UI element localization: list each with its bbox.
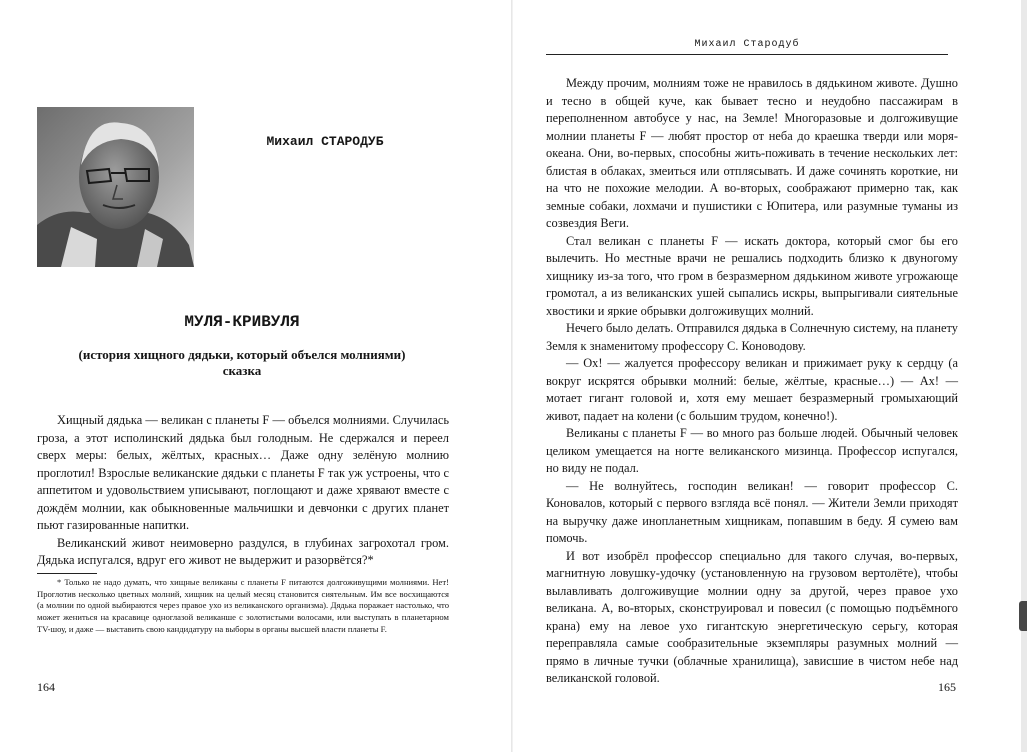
paragraph: И вот изобрёл профессор специально для такого случая, во-первых, магнитную ловушку-удочку (установленную на грузовом вертолёте), чтобы вылавливать долгоживущие молнии одну за другой, через правое ухо великана. А, во-вторых, сконструировал и повесил (с помощью подъёмного крана) ему на левое ухо гигантскую энергетическую серьгу, которая переправляла самые сообразительные экземпляры разумных молний — прямо в личные тучки (облачные хранилища), зависшие в чистом небе над великанской головой. <box>546 548 958 685</box>
right-body-text <box>546 75 958 688</box>
paragraph: Стал великан с планеты F — искать доктора, который смог бы его вылечить. Но местные врачи не решались подходить близко к двуногому хищнику из-за того, что гром в безразмерном дядькином животе угрожающе громотал, а из великанских ушей сыпались искры, выпрыгивали сиятельные хвостики и яркие обрывки долгоживущих молний. <box>546 233 958 318</box>
author-portrait-icon <box>37 107 194 267</box>
footnote-text: * Только не надо думать, что хищные великаны с планеты F питаются долгоживущими молниями. Нет! Проглотив несколько цветных молний, хищник на целый месяц становится сиятельным. Им все восхищаются (а молнии по одной выбираются через правое ухо из великанского организма). Дядька поражает настолько, что может жениться на красавице одноглазой великанше с золотистыми волосами, или выступать в планетарном TV-шоу, и даже — выставить свою кандидатуру на выборы в органы высшей власти планеты F. <box>37 577 449 634</box>
footnote-rule <box>37 573 97 574</box>
story-subtitle <box>36 347 448 379</box>
paragraph: Великаны с планеты F — во много раз больше людей. Обычный человек целиком умещается на ногте великанского мизинца. Профессор испугался, но виду не подал. <box>546 426 958 475</box>
subtitle-line: (история хищного дядьки, который объелся молниями) <box>78 347 406 362</box>
paragraph: — Ох! — жалуется профессору великан и прижимает руку к сердцу (а вокруг искрятся обрывки молний: белые, жёлтые, красные…) — Ах! — мотает гигант головой и, хотя ему мешает безразмерный громыхающий живот, падает на колени (с большим трудом, конечно!). <box>546 356 958 423</box>
genre-line: сказка <box>222 363 262 378</box>
page-number-left: 164 <box>37 680 55 694</box>
author-photo <box>37 107 194 267</box>
paragraph: Хищный дядька — великан с планеты F — объелся молниями. Случилась гроза, а этот исполинский дядька был голодным. Не сдержался и переел сверх меры: белых, жёлтых, красных… Даже одну зелёную молнию проглотил! Взрослые великанские дядьки с планеты F так уж устроены, что с аппетитом и удовольствием уписывают, поглощают и даже хрявают вместе с дождём молнии, как обыкновенные мальчишки и девчонки с других планет пьют газированные напитки. <box>37 413 449 532</box>
scrollbar-handle[interactable] <box>1019 601 1027 631</box>
page-gutter <box>511 0 513 752</box>
paragraph: — Не волнуйтесь, господин великан! — говорит профессор С. Коновалов, который с первого взгляда всё понял. — Жители Земли приходят на выручку даже инопланетным хищникам, попавшим в беду. Я сумею вам помочь. <box>546 478 958 545</box>
footnote <box>37 577 449 636</box>
paragraph: Великанский живот неимоверно раздулся, в глубинах загрохотал гром. Дядька испугался, вдруг его живот не выдержит и разорвётся?* <box>37 535 449 567</box>
paragraph: Между прочим, молниям тоже не нравилось в дядькином животе. Душно и тесно в общей куче, как бывает тесно и неудобно пассажирам в переполненном автобусе у нас, на Земле! Многоразовые и долгоживущие молнии планеты F — любят простор от неба до краешка тверди или моря-океана. Они, во-первых, способны жить-поживать в течение нескольких лет: блистая в облаках, змеиться или отплясывать. И даже сочинять короткие, ни на что не похожие мелодии. А во-вторых, соображают примерно так, как земные собаки, лохмачи и пушистики с Юпитера, или разумные туманы из созвездия Веги. <box>546 76 958 230</box>
left-body-text <box>37 412 449 570</box>
paragraph: Нечего было делать. Отправился дядька в Солнечную систему, на планету Земля к знаменитому профессору С. Коноводову. <box>546 321 958 353</box>
story-title: МУЛЯ-КРИВУЛЯ <box>184 313 300 331</box>
running-head: Михаил Стародуб <box>546 38 948 55</box>
window-edge <box>1021 0 1027 752</box>
page-number-right: 165 <box>938 680 956 694</box>
author-name: Михаил СТАРОДУБ <box>266 134 384 149</box>
